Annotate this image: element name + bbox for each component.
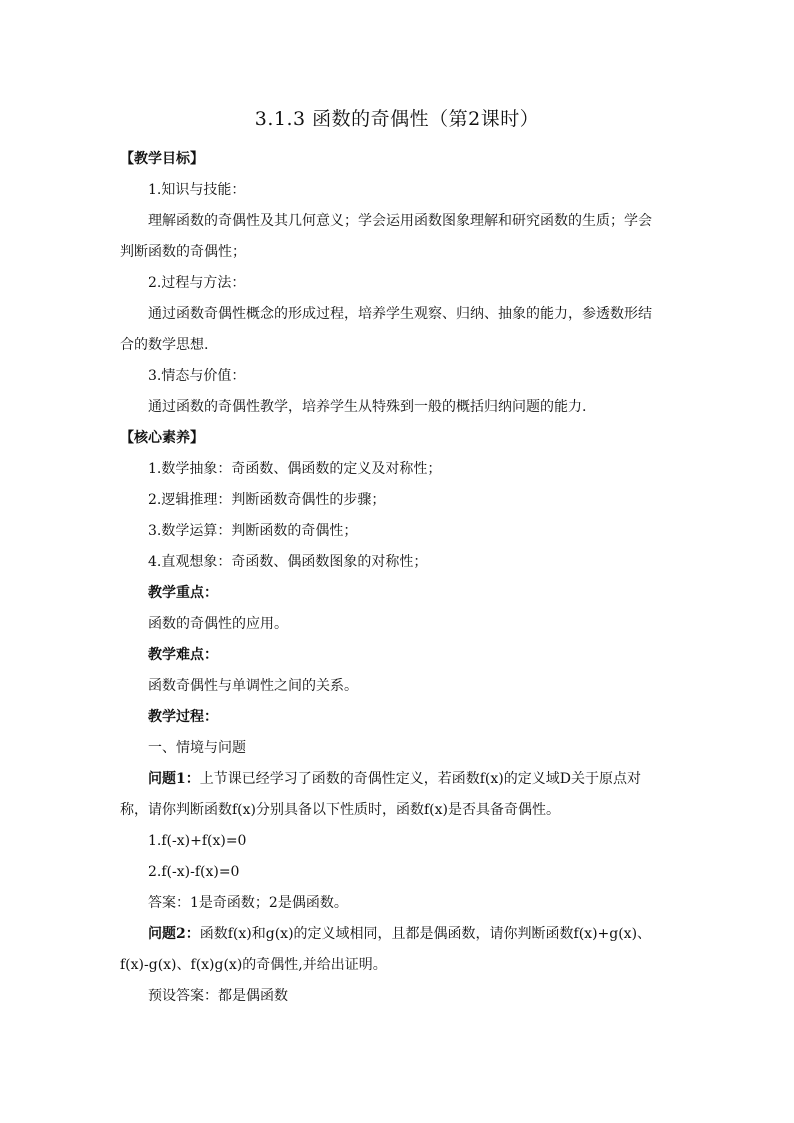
literacy-item-3: 3.数学运算：判断函数的奇偶性；: [148, 523, 358, 539]
question-2-label: 问题2：: [148, 926, 200, 942]
answer-1: 答案：1是奇函数；2是偶函数。: [148, 895, 348, 911]
objective-1-label: 1.知识与技能：: [148, 182, 246, 198]
objective-1-text: 理解函数的奇偶性及其几何意义；学会运用函数图象理解和研究函数的生质；学会: [148, 213, 652, 229]
condition-2: 2.f(-x)-f(x)=0: [148, 864, 240, 880]
document-title: 3.1.3 函数的奇偶性（第2课时）: [254, 108, 540, 130]
question-1-text-continued: 称，请你判断函数f(x)分别具备以下性质时，函数f(x)是否具备奇偶性。: [120, 802, 561, 818]
difficulty-text: 函数奇偶性与单调性之间的关系。: [148, 678, 358, 694]
question-2-text-continued: f(x)-g(x)、f(x)g(x)的奇偶性,并给出证明。: [120, 957, 387, 973]
section-heading-literacy: 【核心素养】: [120, 430, 204, 446]
question-1-text: 上节课已经学习了函数的奇偶性定义，若函数f(x)的定义域D关于原点对: [199, 771, 641, 787]
process-label: 教学过程：: [148, 709, 218, 725]
objective-3-label: 3.情态与价值：: [148, 368, 246, 384]
objective-1-text-continued: 判断函数的奇偶性；: [120, 244, 246, 260]
answer-2: 预设答案：都是偶函数: [148, 988, 288, 1004]
question-1-label: 问题1：: [148, 771, 200, 787]
literacy-item-2: 2.逻辑推理：判断函数奇偶性的步骤；: [148, 492, 386, 508]
question-2: [120, 919, 680, 950]
condition-1: 1.f(-x)+f(x)=0: [148, 833, 247, 849]
question-1: [120, 764, 680, 795]
part-1-heading: 一、情境与问题: [148, 740, 246, 756]
objective-3-text: 通过函数的奇偶性教学，培养学生从特殊到一般的概括归纳问题的能力.: [148, 399, 587, 415]
literacy-item-4: 4.直观想象：奇函数、偶函数图象的对称性；: [148, 554, 428, 570]
literacy-item-1: 1.数学抽象：奇函数、偶函数的定义及对称性；: [148, 461, 442, 477]
key-point-label: 教学重点：: [148, 585, 218, 601]
difficulty-label: 教学难点：: [148, 647, 218, 663]
key-point-text: 函数的奇偶性的应用。: [148, 616, 288, 632]
document-body: [120, 144, 680, 1012]
section-heading-objectives: 【教学目标】: [120, 151, 204, 167]
objective-2-label: 2.过程与方法：: [148, 275, 246, 291]
question-2-text: 函数f(x)和g(x)的定义域相同，且都是偶函数，请你判断函数f(x)+g(x)、: [199, 926, 652, 942]
objective-2-text: 通过函数奇偶性概念的形成过程，培养学生观察、归纳、抽象的能力，参透数形结: [148, 306, 652, 322]
objective-2-text-continued: 合的数学思想.: [120, 337, 209, 353]
